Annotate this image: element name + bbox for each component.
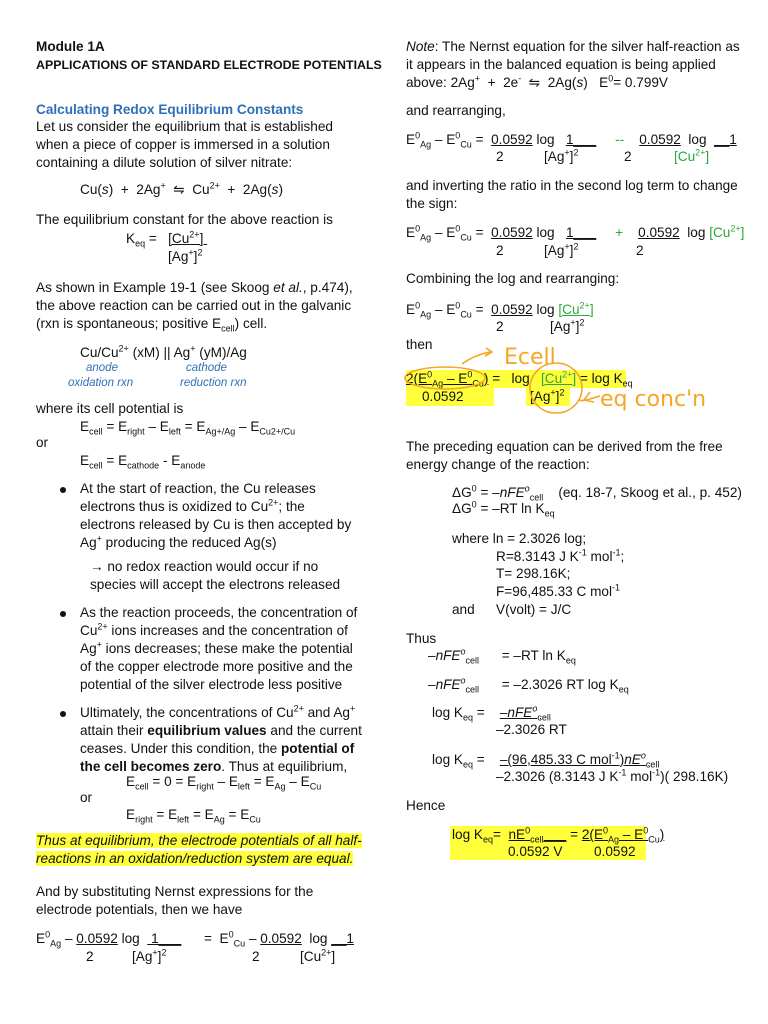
final-keq-denom-1: 0.0592 V xyxy=(508,844,563,859)
hence-label: Hence xyxy=(406,798,446,813)
bullet-dot xyxy=(60,611,66,617)
anode-label: anode xyxy=(86,362,118,374)
thus-eq-1: –nFE$^o_{cell}$ = –RT $\ln K_{eq}$ xyxy=(428,646,576,666)
ecell-zero-eq: $E_{cell} = 0 = E_{right} - E_{left} = E_{Ag} - E_{Cu}$ xyxy=(126,774,322,792)
nernst-denominator-1: 2 xyxy=(86,949,94,964)
rearranged-denom-1: 2 xyxy=(496,149,504,164)
rearranging-text: and rearranging, xyxy=(406,103,506,118)
module-label: Module 1A xyxy=(36,39,105,54)
thus-eq-3-denom: –2.3026 RT xyxy=(496,722,567,737)
reaction-equation: Cu(s) + 2Ag+ ⇋ $Cu^{2+} + 2Ag(s)$ xyxy=(80,180,283,197)
nernst-denominator-3: 2 xyxy=(252,949,260,964)
preceding-text: The preceding equation can be derived from the free energy change of the reaction: xyxy=(406,439,723,472)
thus-eq-2: –nFE$^o_{cell}$ = –2.3026 RT $\log K_{eq}$ xyxy=(428,675,629,695)
inverted-denom-2: $[Ag^+]^2$ xyxy=(544,241,579,258)
combined-denom-1: 2 xyxy=(496,319,504,334)
final-keq-eq: $\log K_{eq}=$ $nE^0_{cell}\_\_\_ = 2(E^0_{Ag} - E^0_{Cu})$ xyxy=(452,825,665,845)
combining-text: Combining the log and rearranging: xyxy=(406,271,620,286)
gas-constant: R=8.3143 J $K^{-1}$ mol$^{-1}$; xyxy=(496,547,625,564)
volt-definition: V(volt) = J/C xyxy=(496,602,572,617)
log-keq-denom-1: 0.0592 xyxy=(422,389,464,404)
combined-eq: $E^0_{Ag} - E^0_{Cu} = 0.0592$ $\log [Cu^{2+}]$ xyxy=(406,300,594,320)
or-label-1: or xyxy=(36,435,49,450)
inverting-text: and inverting the ratio in the second log term to change the sign: xyxy=(406,178,738,211)
bullet-dot xyxy=(60,487,66,493)
rearranged-denom-4: $[Cu^{2+}]$ xyxy=(674,147,710,164)
nernst-equality: $E^0_{Ag} - 0.0592$ log 1___ = $E^0_{Cu} - 0.0592$ log __1 xyxy=(36,929,354,949)
thus-label: Thus xyxy=(406,631,437,646)
gibbs-eq-2: $\Delta G^0 = -RT$ $\ln K_{eq}$ xyxy=(452,499,555,519)
rearranged-denom-3: 2 xyxy=(624,149,632,164)
final-keq-denom-2: 0.0592 xyxy=(594,844,636,859)
cell-potential-text: where its cell potential is xyxy=(36,401,184,416)
oxidation-label: oxidation rxn xyxy=(68,377,134,389)
then-label: then xyxy=(406,337,433,352)
ecell-equation-1: $E_{cell} = E_{right} - E_{left} = E_{Ag+/Ag} - E_{Cu2+/Cu}$ xyxy=(80,419,296,437)
cathode-label: cathode xyxy=(186,362,227,374)
arrow-note: → no redox reaction would occur if no species will accept the electrons released xyxy=(90,559,341,592)
faraday-constant: F=96,485.33 C mol$^{-1}$ xyxy=(496,582,621,599)
bullet-1: At the start of reaction, the Cu releases electrons thus is oxidized to $Cu^{2+}$; the electrons released by Cu is then accepted by Ag+ producing the reduced Ag(s) xyxy=(80,481,352,550)
section-title: Calculating Redox Equilibrium Constants xyxy=(36,102,304,117)
reduction-label: reduction rxn xyxy=(180,377,247,389)
inverted-denom-3: 2 xyxy=(636,243,644,258)
where-ln: where ln = 2.3026 log; xyxy=(452,531,587,546)
handwritten-annotation xyxy=(400,330,760,420)
page-heading: APPLICATIONS OF STANDARD ELECTRODE POTENTIALS xyxy=(36,58,382,72)
nernst-substitution-text: And by substituting Nernst expressions for the electrode potentials, then we have xyxy=(36,884,314,917)
temperature: T= 298.16K; xyxy=(496,566,571,581)
nernst-denominator-2: $[Ag^+]^2$ xyxy=(132,947,167,964)
thus-eq-3: $\log K_{eq}$ = –nFE$^o_{cell}$ xyxy=(432,703,551,723)
keq-expression: $K_{eq} = [Cu^{2+}]$ xyxy=(126,229,208,249)
handwritten-ecell: Ecell xyxy=(504,345,556,370)
bullet-2: As the reaction proceeds, the concentration of $Cu^{2+}$ ions increases and the concentration of Ag+ ions decreases; these make the potential of the copper electrode more positive and the potential of the silver electrode less positive xyxy=(80,605,358,692)
inverted-eq: $E^0_{Ag} - E^0_{Cu} = 0.0592$ log 1___ + 0.0592 $\log [Cu^{2+}]$ xyxy=(406,223,745,243)
cell-notation: $Cu/Cu^{2+}$ (xM) || Ag+ (yM)/Ag xyxy=(80,343,247,360)
rearranged-denom-2: $[Ag^+]^2$ xyxy=(544,147,579,164)
and-label: and xyxy=(452,602,475,617)
rearranged-eq: $E^0_{Ag} - E^0_{Cu} = 0.0592$ log 1___ -- 0.0592 log __1 xyxy=(406,130,737,150)
intro-paragraph: Let us consider the equilibrium that is established when a piece of copper is immersed in a solution containing a dilute solution of silver nitrate: xyxy=(36,119,333,170)
ecell-equation-2: $E_{cell} = E_{cathode} - E_{anode}$ xyxy=(80,453,206,471)
log-keq-eq: $2(E^0_{Ag} - E^0_{Cu}) = \log [Cu^{2+}] = \log K_{eq}$ xyxy=(406,369,633,389)
nernst-denominator-4: $[Cu^{2+}]$ xyxy=(300,947,336,964)
log-keq-denom-2: $[Ag^+]^2$ xyxy=(530,387,565,404)
thus-eq-4-denom: –2.3026 (8.3143 J $K^{-1}$ mol$^{-1}$)( 298.16K) xyxy=(496,767,729,784)
example-paragraph: As shown in Example 19-1 (see Skoog et al., p.474), the above reaction can be carried out in the galvanic (rxn is spontaneous; positive $E_{cell}$) cell. xyxy=(36,280,353,334)
note-paragraph: Note: The Nernst equation for the silver half-reaction as it appears in the balanced equation is being applied above: 2Ag+ + 2e- ⇋ 2Ag(s) $E^0= 0.799V$ xyxy=(406,39,740,90)
thus-eq-4: $\log K_{eq}$ = –(96,485.33 C $mol^{-1})nE^o_{cell}$ xyxy=(432,750,660,770)
eright-eleft-eq: $E_{right} = E_{left} = E_{Ag} = E_{Cu}$ xyxy=(126,807,261,825)
highlighted-statement: Thus at equilibrium, the electrode potentials of all half-reactions in an oxidation/reduction system are equal. xyxy=(36,833,362,866)
bullet-3: Ultimately, the concentrations of $Cu^{2+}$ and Ag+ attain their equilibrium values and the current ceases. Under this condition, the potential of the cell becomes zero. Thus at equilibrium, xyxy=(80,703,362,774)
combined-denom-2: $[Ag^+]^2$ xyxy=(550,317,585,334)
handwritten-eq-conc: eq conc'n xyxy=(600,387,707,412)
keq-denominator: $[Ag^+]^2$ xyxy=(168,247,203,264)
gibbs-eq-1: $\Delta G^0 = -nFE^o_{cell}$ (eq. 18-7, Skoog et al., p. 452) xyxy=(452,483,742,503)
or-label-2: or xyxy=(80,790,93,805)
inverted-denom-1: 2 xyxy=(496,243,504,258)
bullet-dot xyxy=(60,711,66,717)
eq-constant-text: The equilibrium constant for the above reaction is xyxy=(36,212,333,227)
